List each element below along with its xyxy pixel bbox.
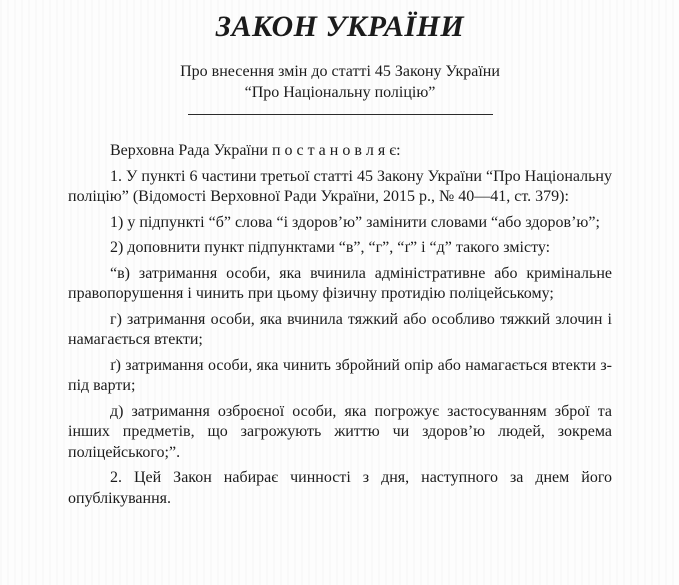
law-paragraph-1: 1. У пункті 6 частини третьої статті 45 Закону України “Про Національну поліцію” (Відомості Верховної Ради України, 2015 р., № 40—41, ст. 379): [68,167,612,205]
law-subtitle-line-2: “Про Національну поліцію” [244,84,436,101]
law-subtitle-line-1: Про внесення змін до статті 45 Закону України [180,63,500,80]
title-divider [188,114,493,115]
law-subpoint-h: г) затримання особи, яка вчинила тяжкий або особливо тяжкий злочин і намагається втекти; [68,310,612,348]
law-subpoint-g: ґ) затримання особи, яка чинить збройний опір або намагається втекти з-під варти; [68,356,612,394]
law-body [68,141,612,509]
enacting-clause: Верховна Рада України п о с т а н о в л я є: [110,142,401,159]
law-subitem-1: 1) у підпункті “б” слова “і здоров’ю” замінити словами “або здоров’ю”; [110,213,600,231]
law-paragraph-2: 2. Цей Закон набирає чинності з дня, наступного за днем його опублікування. [68,469,612,507]
law-subpoint-v: “в) затримання особи, яка вчинила адміністративне або кримінальне правопорушення і чинить при цьому фізичну протидію поліцейському; [68,264,612,302]
law-subitem-2: 2) доповнити пункт підпунктами “в”, “г”, “ґ” і “д” такого змісту: [110,239,551,256]
law-subpoint-d: д) затримання озброєної особи, яка погрожує застосуванням зброї та інших предметів, що загрожують життю чи здоров’ю людей, зокрема поліцейського;”. [68,402,612,461]
law-subtitle [68,61,612,103]
law-title: ЗАКОН УКРАЇНИ [215,10,465,43]
